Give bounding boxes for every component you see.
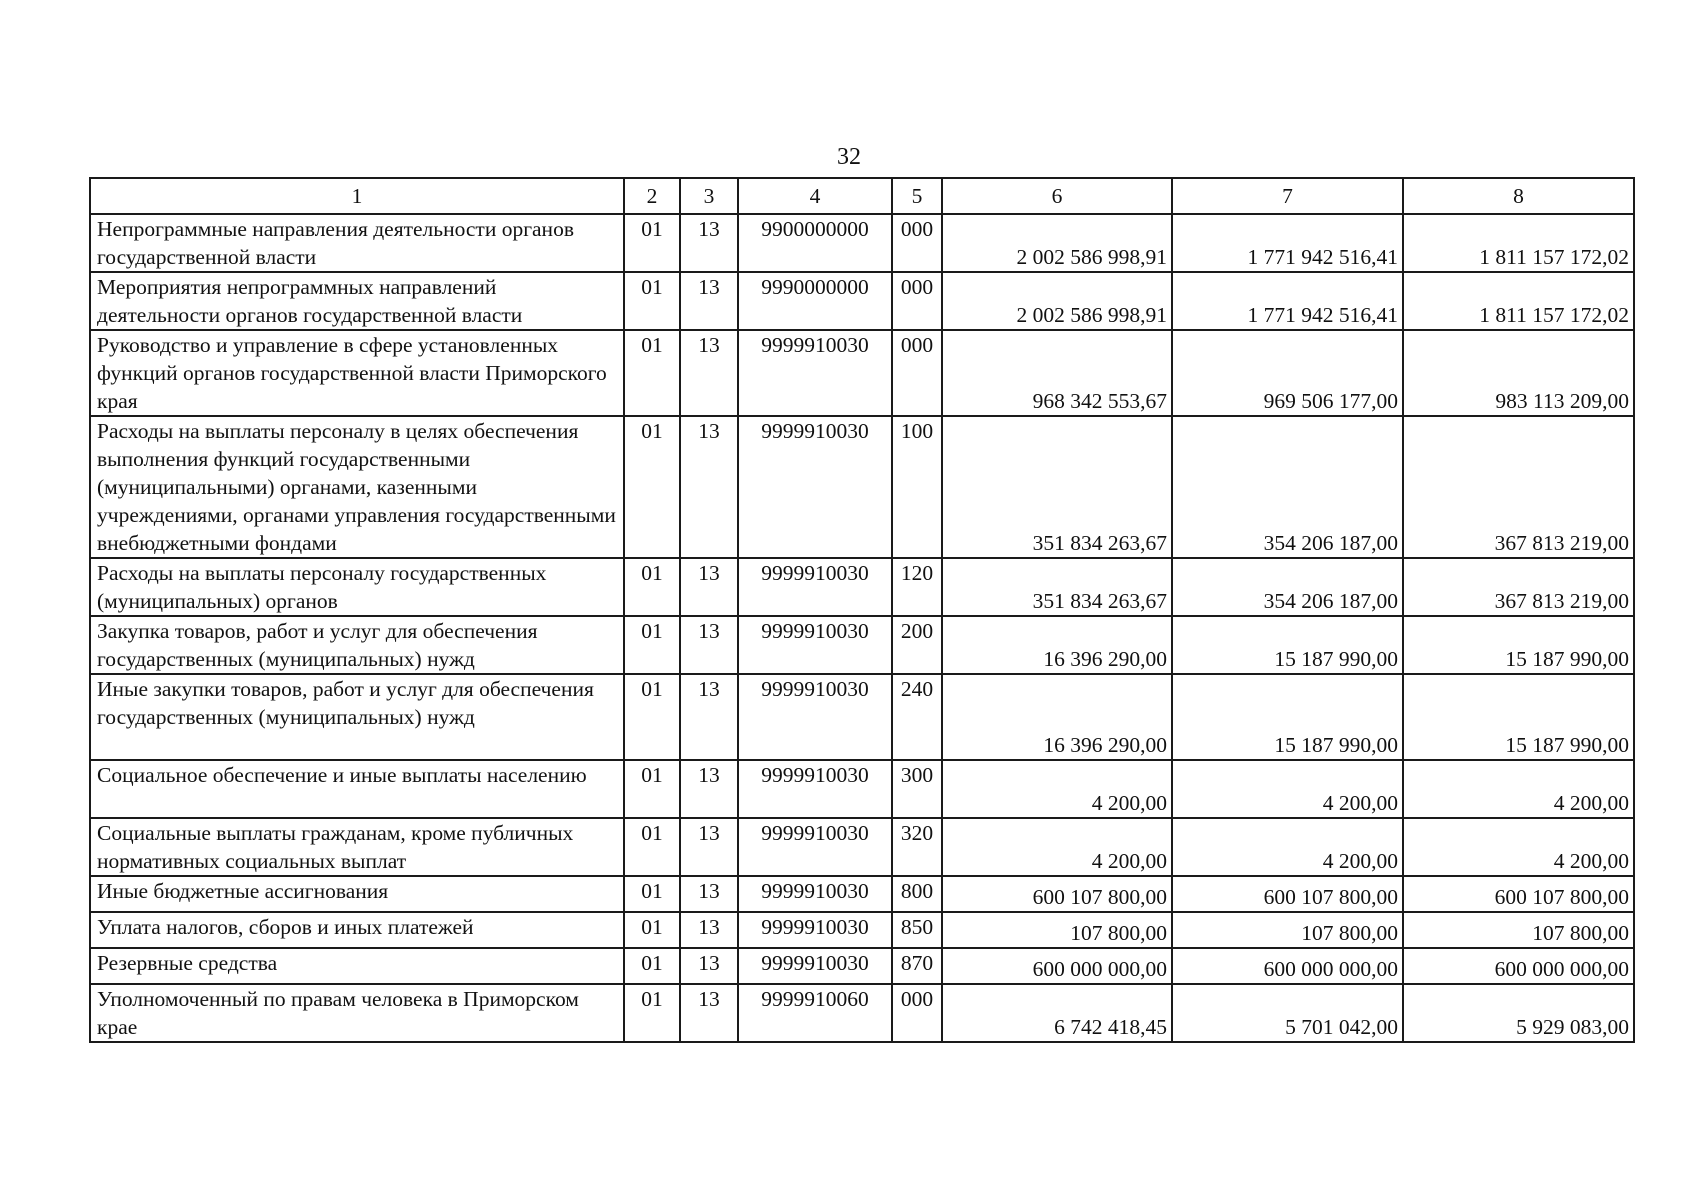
row-name: Расходы на выплаты персоналу в целях обеспечения выполнения функций государственными (муниципальными) органами, казенными учреждениями, органами управления государственными внебюджетными фондами [90,416,624,558]
target-article-code: 9999910030 [738,818,892,876]
section-code: 01 [624,984,680,1042]
expense-type-code: 800 [892,876,942,912]
expense-type-code: 850 [892,912,942,948]
expense-type-code: 200 [892,616,942,674]
column-header: 3 [680,178,738,214]
subsection-code: 13 [680,948,738,984]
amount-col6: 16 396 290,00 [942,674,1172,760]
expense-type-code: 000 [892,330,942,416]
amount-col6: 2 002 586 998,91 [942,272,1172,330]
column-header: 1 [90,178,624,214]
subsection-code: 13 [680,214,738,272]
section-code: 01 [624,272,680,330]
row-name: Иные закупки товаров, работ и услуг для обеспечения государственных (муниципальных) нужд [90,674,624,760]
subsection-code: 13 [680,616,738,674]
amount-col8: 367 813 219,00 [1403,416,1634,558]
amount-col7: 4 200,00 [1172,760,1403,818]
amount-col7: 1 771 942 516,41 [1172,272,1403,330]
amount-col7: 15 187 990,00 [1172,674,1403,760]
table-row [90,760,1634,818]
amount-col8: 15 187 990,00 [1403,674,1634,760]
expense-type-code: 000 [892,214,942,272]
table-row [90,330,1634,416]
amount-col8: 600 000 000,00 [1403,948,1634,984]
amount-col7: 4 200,00 [1172,818,1403,876]
table-row [90,558,1634,616]
row-name: Непрограммные направления деятельности органов государственной власти [90,214,624,272]
amount-col6: 4 200,00 [942,760,1172,818]
row-name: Социальное обеспечение и иные выплаты населению [90,760,624,818]
expense-type-code: 240 [892,674,942,760]
target-article-code: 9999910030 [738,948,892,984]
amount-col6: 4 200,00 [942,818,1172,876]
amount-col8: 15 187 990,00 [1403,616,1634,674]
amount-col8: 983 113 209,00 [1403,330,1634,416]
table-row [90,818,1634,876]
row-name: Закупка товаров, работ и услуг для обеспечения государственных (муниципальных) нужд [90,616,624,674]
amount-col7: 600 000 000,00 [1172,948,1403,984]
section-code: 01 [624,330,680,416]
target-article-code: 9999910030 [738,616,892,674]
target-article-code: 9999910030 [738,912,892,948]
subsection-code: 13 [680,760,738,818]
row-name: Мероприятия непрограммных направлений деятельности органов государственной власти [90,272,624,330]
target-article-code: 9999910030 [738,416,892,558]
column-header: 5 [892,178,942,214]
column-header: 8 [1403,178,1634,214]
row-name: Уполномоченный по правам человека в Приморском крае [90,984,624,1042]
target-article-code: 9900000000 [738,214,892,272]
amount-col7: 15 187 990,00 [1172,616,1403,674]
amount-col8: 600 107 800,00 [1403,876,1634,912]
row-name: Руководство и управление в сфере установленных функций органов государственной власти Приморского края [90,330,624,416]
amount-col7: 354 206 187,00 [1172,416,1403,558]
amount-col6: 600 000 000,00 [942,948,1172,984]
amount-col7: 107 800,00 [1172,912,1403,948]
table-row [90,674,1634,760]
section-code: 01 [624,616,680,674]
section-code: 01 [624,912,680,948]
amount-col6: 968 342 553,67 [942,330,1172,416]
amount-col6: 351 834 263,67 [942,416,1172,558]
amount-col8: 1 811 157 172,02 [1403,272,1634,330]
subsection-code: 13 [680,984,738,1042]
column-header: 4 [738,178,892,214]
expense-type-code: 000 [892,984,942,1042]
target-article-code: 9999910030 [738,674,892,760]
expense-type-code: 000 [892,272,942,330]
table-row [90,616,1634,674]
table-row [90,948,1634,984]
amount-col8: 4 200,00 [1403,818,1634,876]
amount-col6: 16 396 290,00 [942,616,1172,674]
header-row [90,178,1634,214]
expense-type-code: 120 [892,558,942,616]
table-row [90,214,1634,272]
subsection-code: 13 [680,272,738,330]
subsection-code: 13 [680,416,738,558]
subsection-code: 13 [680,674,738,760]
amount-col8: 107 800,00 [1403,912,1634,948]
section-code: 01 [624,760,680,818]
section-code: 01 [624,214,680,272]
subsection-code: 13 [680,330,738,416]
amount-col8: 1 811 157 172,02 [1403,214,1634,272]
target-article-code: 9990000000 [738,272,892,330]
row-name: Резервные средства [90,948,624,984]
row-name: Расходы на выплаты персоналу государственных (муниципальных) органов [90,558,624,616]
amount-col7: 5 701 042,00 [1172,984,1403,1042]
section-code: 01 [624,674,680,760]
amount-col8: 5 929 083,00 [1403,984,1634,1042]
amount-col6: 600 107 800,00 [942,876,1172,912]
subsection-code: 13 [680,876,738,912]
amount-col8: 4 200,00 [1403,760,1634,818]
target-article-code: 9999910060 [738,984,892,1042]
amount-col7: 354 206 187,00 [1172,558,1403,616]
expense-type-code: 100 [892,416,942,558]
table-row [90,912,1634,948]
table-row [90,416,1634,558]
section-code: 01 [624,876,680,912]
table-row [90,984,1634,1042]
expense-type-code: 870 [892,948,942,984]
budget-table [89,177,1635,1043]
expense-type-code: 300 [892,760,942,818]
row-name: Уплата налогов, сборов и иных платежей [90,912,624,948]
column-header: 7 [1172,178,1403,214]
amount-col6: 2 002 586 998,91 [942,214,1172,272]
row-name: Социальные выплаты гражданам, кроме публичных нормативных социальных выплат [90,818,624,876]
amount-col7: 1 771 942 516,41 [1172,214,1403,272]
section-code: 01 [624,558,680,616]
amount-col6: 6 742 418,45 [942,984,1172,1042]
column-header: 2 [624,178,680,214]
section-code: 01 [624,948,680,984]
table-row [90,272,1634,330]
table-row [90,876,1634,912]
target-article-code: 9999910030 [738,876,892,912]
subsection-code: 13 [680,558,738,616]
page-number: 32 [837,144,861,170]
section-code: 01 [624,416,680,558]
amount-col6: 107 800,00 [942,912,1172,948]
row-name: Иные бюджетные ассигнования [90,876,624,912]
amount-col8: 367 813 219,00 [1403,558,1634,616]
target-article-code: 9999910030 [738,558,892,616]
target-article-code: 9999910030 [738,330,892,416]
amount-col7: 600 107 800,00 [1172,876,1403,912]
amount-col6: 351 834 263,67 [942,558,1172,616]
subsection-code: 13 [680,912,738,948]
column-header: 6 [942,178,1172,214]
expense-type-code: 320 [892,818,942,876]
section-code: 01 [624,818,680,876]
subsection-code: 13 [680,818,738,876]
target-article-code: 9999910030 [738,760,892,818]
amount-col7: 969 506 177,00 [1172,330,1403,416]
